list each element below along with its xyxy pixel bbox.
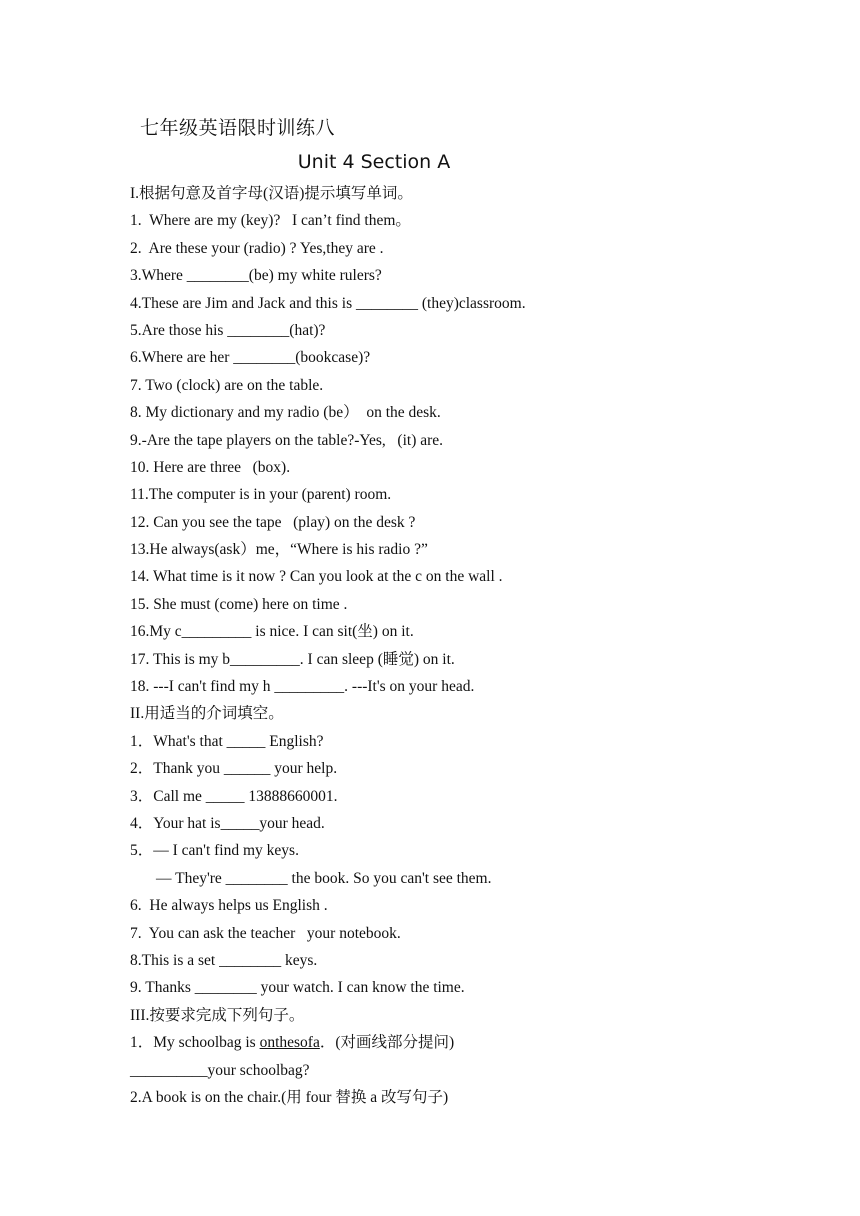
section-2-item: 4．Your hat is_____your head.	[130, 814, 325, 832]
section-3-heading: III.按要求完成下列句子。	[130, 1006, 305, 1024]
section-1-item: 15. She must (come) here on time .	[130, 595, 348, 613]
section-2-item: 1．What's that _____ English?	[130, 732, 324, 750]
section-1-item: 3.Where ________(be) my white rulers?	[130, 267, 382, 285]
worksheet-title: 七年级英语限时训练八	[140, 117, 336, 139]
section-1-item: 7. Two (clock) are on the table.	[130, 376, 324, 394]
section-1-item: 13.He always(ask）me，“Where is his radio ?”	[130, 541, 428, 559]
section-2-heading: II.用适当的介词填空。	[130, 705, 284, 723]
q1-prefix: 1．My schoolbag is	[130, 1034, 260, 1052]
section-1-item: 10. Here are three (box).	[130, 458, 291, 476]
section-2-item: 2．Thank you ______ your help.	[130, 760, 338, 778]
section-2-item: 8.This is a set ________ keys.	[130, 951, 318, 969]
section-2-item: 5．— I can't find my keys.	[130, 842, 299, 860]
section-1-item: 1. Where are my (key)? I can’t find them。	[130, 212, 411, 230]
section-1-item: 2. Are these your (radio) ? Yes,they are .	[130, 239, 384, 257]
section-1-item: 4.These are Jim and Jack and this is ________ (they)classroom.	[130, 294, 526, 312]
section-1-item: 6.Where are her ________(bookcase)?	[130, 349, 371, 367]
section-2-item: 7. You can ask the teacher your notebook.	[130, 924, 401, 942]
section-1-item: 9.-Are the tape players on the table?-Yes, (it) are.	[130, 431, 444, 449]
section-3-question-1	[130, 1029, 810, 1056]
section-2-item: 3．Call me _____ 13888660001.	[130, 787, 338, 805]
section-1-item: 16.My c_________ is nice. I can sit(坐) on it.	[130, 623, 414, 641]
section-1-item: 14. What time is it now ? Can you look at the c on the wall .	[130, 568, 503, 586]
worksheet-body	[130, 180, 810, 1111]
section-1-item: 17. This is my b_________. I can sleep (睡觉) on it.	[130, 650, 455, 668]
section-1-item: 8. My dictionary and my radio (be） on the desk.	[130, 404, 441, 422]
section-2-item: 6. He always helps us English .	[130, 897, 328, 915]
section-2-item: 9. Thanks ________ your watch. I can know the time.	[130, 979, 465, 997]
section-3-question-2: 2.A book is on the chair.(用 four 替换 a 改写句子)	[130, 1088, 449, 1106]
section-1-item: 11.The computer is in your (parent) room.	[130, 486, 392, 504]
section-1-item: 18. ---I can't find my h _________. ---It's on your head.	[130, 678, 475, 696]
unit-subtitle: Unit 4 Section A	[297, 151, 451, 173]
section-1-heading: I.根据句意及首字母(汉语)提示填写单词。	[130, 185, 413, 202]
section-3-answer-line: __________your schoolbag?	[130, 1061, 310, 1079]
section-1-item: 5.Are those his ________(hat)?	[130, 321, 326, 339]
section-1-item: 12. Can you see the tape (play) on the desk ?	[130, 513, 416, 531]
q1-underlined-phrase: onthesofa	[259, 1034, 320, 1052]
section-2-item-5-reply: — They're ________ the book. So you can't see them.	[156, 869, 492, 887]
q1-suffix: ．(对画线部分提问)	[319, 1034, 455, 1052]
